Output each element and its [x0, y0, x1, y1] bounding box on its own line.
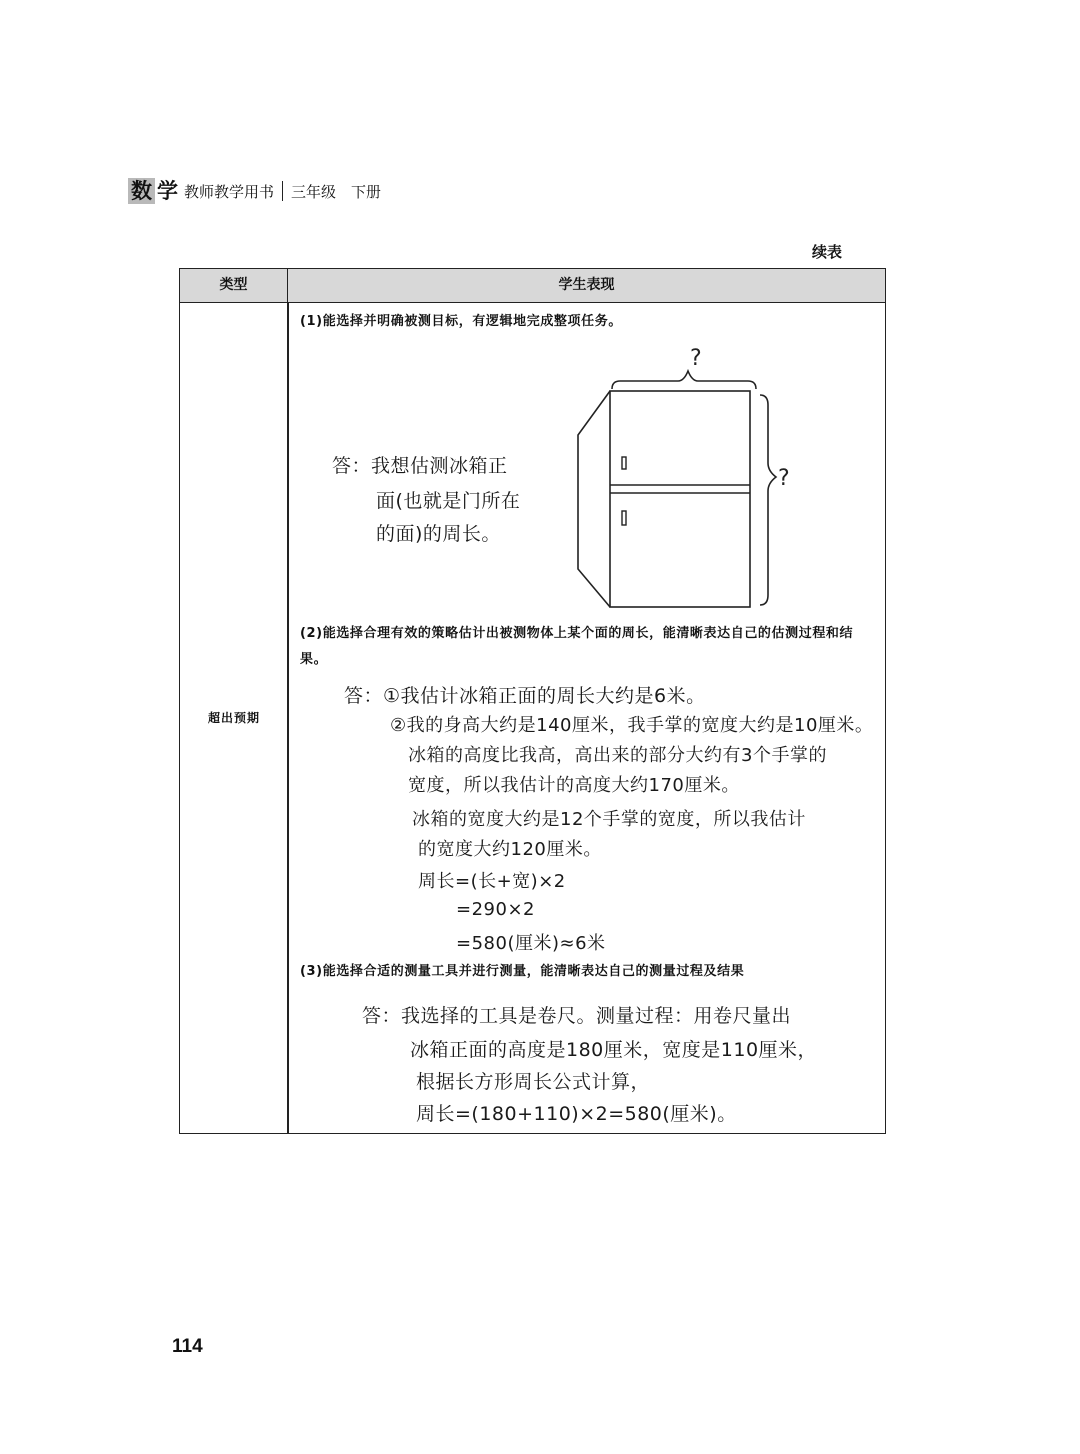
answer-2-line-8: =290×2	[456, 899, 535, 920]
answer-1-line-2: 面(也就是门所在	[376, 490, 521, 512]
answer-3-line-2: 冰箱正面的高度是180厘米，宽度是110厘米，	[410, 1039, 818, 1061]
answer-2-line-1: 答：①我估计冰箱正面的周长大约是6米。	[344, 685, 706, 707]
criterion-2: (2)能选择合理有效的策略估计出被测物体上某个面的周长，能清晰表达自己的估测过程和结果。	[300, 626, 854, 667]
continued-label: 续表	[812, 243, 843, 261]
answer-2-line-9: =580(厘米)≈6米	[456, 933, 606, 954]
grade-label: 三年级 下册	[291, 182, 382, 201]
answer-2-line-2: ②我的身高大约是140厘米，我手掌的宽度大约是10厘米。	[390, 715, 874, 736]
criterion-3: (3)能选择合适的测量工具并进行测量，能清晰表达自己的测量过程及结果	[300, 964, 745, 979]
column-header-performance: 学生表现	[558, 277, 615, 293]
fridge-height-question-mark: ?	[778, 466, 790, 491]
subject-title	[128, 178, 178, 204]
answer-3-line-1: 答：我选择的工具是卷尺。测量过程：用卷尺量出	[362, 1005, 792, 1027]
row-type-label: 超出预期	[207, 711, 260, 725]
assessment-table	[179, 268, 886, 1134]
answer-3-line-3: 根据长方形周长公式计算，	[416, 1071, 651, 1093]
page-number: 114	[172, 1336, 203, 1357]
answer-2-line-6: 的宽度大约120厘米。	[418, 839, 602, 860]
answer-1-line-1: 答：我想估测冰箱正	[332, 455, 508, 477]
table-header-row	[180, 269, 885, 303]
answer-2-line-4: 宽度，所以我估计的高度大约170厘米。	[408, 775, 740, 796]
fridge-sketch	[572, 339, 802, 609]
answer-1-line-3: 的面)的周长。	[376, 523, 501, 545]
page-header	[128, 176, 381, 206]
answer-2-line-3: 冰箱的高度比我高，高出来的部分大约有3个手掌的	[408, 745, 827, 766]
header-divider	[282, 181, 283, 201]
answer-3-line-4: 周长=(180+110)×2=580(厘米)。	[416, 1103, 737, 1125]
fridge-width-question-mark: ?	[690, 346, 702, 371]
answer-2-line-7: 周长=(长+宽)×2	[418, 871, 566, 892]
book-name: 教师教学用书	[184, 182, 275, 201]
answer-2-line-5: 冰箱的宽度大约是12个手掌的宽度，所以我估计	[412, 809, 806, 830]
subject-char-1: 数	[128, 178, 155, 204]
subject-char-2: 学	[157, 179, 178, 203]
criterion-1: (1)能选择并明确被测目标，有逻辑地完成整项任务。	[300, 314, 622, 329]
column-header-type: 类型	[180, 269, 288, 302]
